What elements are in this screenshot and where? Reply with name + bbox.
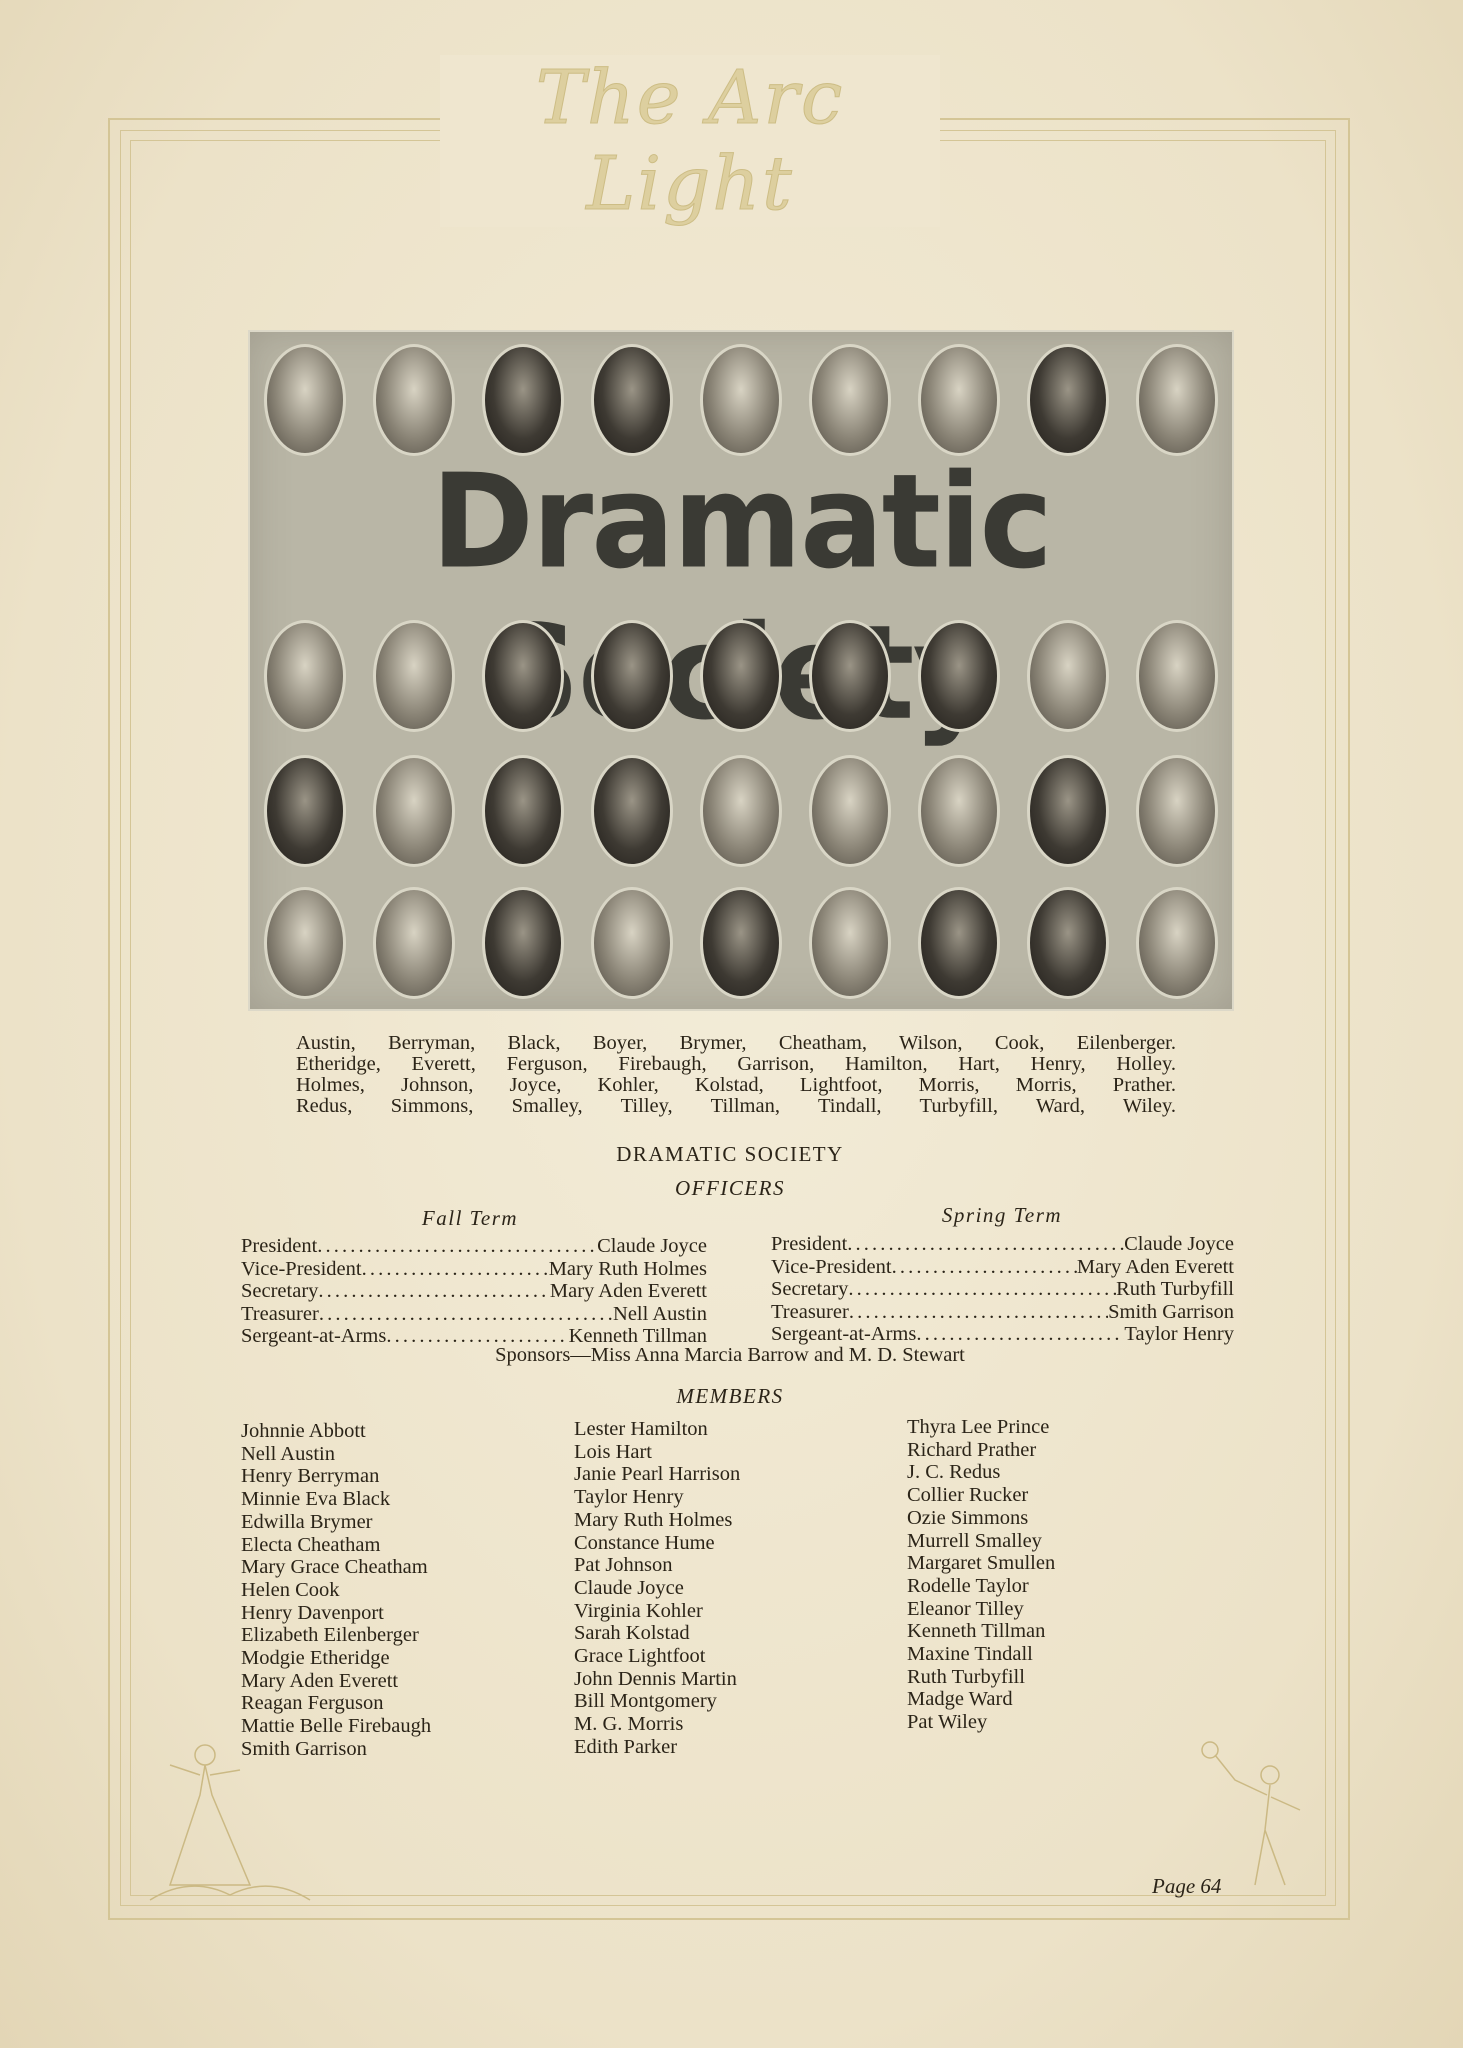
portrait [373, 344, 455, 456]
dancer-illustration-left [130, 1725, 330, 1905]
member-name: Margaret Smullen [907, 1552, 1056, 1575]
portrait [1136, 620, 1218, 732]
spring-officers [771, 1233, 1234, 1346]
member-name: Constance Hume [574, 1531, 715, 1554]
member-name: Electa Cheatham [241, 1533, 381, 1556]
portrait [373, 887, 455, 999]
portrait [1027, 620, 1109, 732]
member-name: Reagan Ferguson [241, 1692, 384, 1715]
member-name: Richard Prather [907, 1438, 1037, 1461]
officer-row: President . . . Claude Joyce [241, 1235, 707, 1258]
member-name: Mary Ruth Holmes [574, 1508, 733, 1531]
portrait [700, 620, 782, 732]
portrait [918, 620, 1000, 732]
portrait [591, 887, 673, 999]
portrait [264, 344, 346, 456]
officer-row: Sergeant-at-Arms . . . Taylor Henry [771, 1323, 1234, 1346]
officer-row: Vice-President . . . Mary Aden Everett [771, 1256, 1234, 1279]
portrait [809, 344, 891, 456]
member-name: Elizabeth Eilenberger [241, 1624, 419, 1647]
member-name: Smith Garrison [241, 1737, 367, 1760]
member-name: Virginia Kohler [574, 1599, 703, 1622]
members-column-3 [907, 1416, 1055, 1734]
portrait [264, 620, 346, 732]
portrait [264, 887, 346, 999]
members-column-2 [574, 1418, 740, 1759]
photo-row-3 [250, 755, 1232, 867]
caption-line: Redus, Simmons, Smalley, Tilley, Tillman, Tindall, Turbyfill, Ward, Wiley. [296, 1095, 1176, 1117]
member-name: Johnnie Abbott [241, 1420, 366, 1442]
member-name: Janie Pearl Harrison [574, 1463, 741, 1486]
member-name: Taylor Henry [574, 1486, 684, 1509]
member-name: Kenneth Tillman [907, 1620, 1046, 1643]
member-name: Rodelle Taylor [907, 1574, 1029, 1597]
member-name: Minnie Eva Black [241, 1488, 391, 1511]
member-name: Henry Berryman [241, 1465, 380, 1488]
member-name: Sarah Kolstad [574, 1622, 690, 1645]
spring-term-heading: Spring Term [941, 1203, 1063, 1227]
members-title: MEMBERS [676, 1384, 784, 1408]
portrait [809, 887, 891, 999]
member-name: Nell Austin [241, 1442, 335, 1465]
portrait [482, 755, 564, 867]
member-name: John Dennis Martin [574, 1667, 737, 1690]
portrait [591, 344, 673, 456]
members-column-1 [241, 1420, 431, 1761]
portrait [591, 755, 673, 867]
portrait [918, 755, 1000, 867]
portrait [700, 344, 782, 456]
member-name: Pat Johnson [574, 1554, 673, 1577]
member-name: Bill Montgomery [574, 1690, 717, 1713]
member-name: Mary Grace Cheatham [241, 1556, 428, 1579]
officer-row: President . . . Claude Joyce [771, 1233, 1234, 1256]
officer-row: Sergeant-at-Arms . . . Kenneth Tillman [241, 1325, 707, 1348]
officer-row: Secretary . . . Ruth Turbyfill [771, 1278, 1234, 1301]
member-name: Eleanor Tilley [907, 1597, 1024, 1620]
caption-line: Austin, Berryman, Black, Boyer, Brymer, Cheatham, Wilson, Cook, Eilenberger. [296, 1032, 1176, 1054]
portrait [700, 755, 782, 867]
member-name: Lois Hart [574, 1440, 652, 1463]
officers-title: OFFICERS [675, 1176, 785, 1200]
portrait [373, 755, 455, 867]
dancer-illustration-right [1185, 1735, 1335, 1900]
member-name: Ruth Turbyfill [907, 1665, 1025, 1688]
group-photo-panel [248, 330, 1234, 1011]
member-name: Murrell Smalley [907, 1529, 1042, 1552]
caption-line: Etheridge, Everett, Ferguson, Firebaugh, Garrison, Hamilton, Hart, Henry, Holley. [296, 1053, 1176, 1075]
member-name: Pat Wiley [907, 1711, 988, 1734]
member-name: Grace Lightfoot [574, 1645, 706, 1668]
member-name: Thyra Lee Prince [907, 1416, 1050, 1438]
officer-row: Secretary . . . Mary Aden Everett [241, 1280, 707, 1303]
portrait [809, 755, 891, 867]
photo-row-4 [250, 887, 1232, 999]
masthead-logo: The Arc Light [440, 55, 940, 227]
member-name: Modgie Etheridge [241, 1647, 390, 1670]
fall-term-heading: Fall Term [421, 1206, 519, 1230]
portrait [373, 620, 455, 732]
member-name: Ozie Simmons [907, 1506, 1029, 1529]
portrait [700, 887, 782, 999]
officer-row: Vice-President . . . Mary Ruth Holmes [241, 1258, 707, 1281]
portrait [482, 620, 564, 732]
portrait [1027, 344, 1109, 456]
portrait [1136, 755, 1218, 867]
page-number: Page 64 [1152, 1874, 1222, 1898]
member-name: Helen Cook [241, 1578, 340, 1601]
member-name: Mary Aden Everett [241, 1669, 399, 1692]
member-name: Madge Ward [907, 1688, 1013, 1711]
photo-caption [296, 1033, 1176, 1117]
photo-row-1 [250, 344, 1232, 456]
portrait [918, 344, 1000, 456]
officer-row: Treasurer . . . Smith Garrison [771, 1301, 1234, 1324]
portrait [1136, 887, 1218, 999]
member-name: J. C. Redus [907, 1461, 1001, 1484]
member-name: Edith Parker [574, 1735, 678, 1758]
member-name: Lester Hamilton [574, 1418, 708, 1440]
portrait [591, 620, 673, 732]
panel-title: Dramatic [431, 446, 1051, 598]
portrait [482, 344, 564, 456]
member-name: M. G. Morris [574, 1713, 684, 1736]
photo-row-2 [250, 620, 1232, 732]
portrait [1136, 344, 1218, 456]
portrait [1027, 755, 1109, 867]
portrait [482, 887, 564, 999]
member-name: Collier Rucker [907, 1484, 1029, 1507]
fall-officers [241, 1235, 707, 1348]
member-name: Henry Davenport [241, 1601, 384, 1624]
sponsors-line: Sponsors—Miss Anna Marcia Barrow and M. D. Stewart [495, 1344, 965, 1366]
member-name: Maxine Tindall [907, 1643, 1033, 1666]
member-name: Mattie Belle Firebaugh [241, 1715, 432, 1738]
officer-row: Treasurer . . . Nell Austin [241, 1303, 707, 1326]
portrait [264, 755, 346, 867]
portrait [1027, 887, 1109, 999]
member-name: Edwilla Brymer [241, 1510, 373, 1533]
member-name: Claude Joyce [574, 1576, 684, 1599]
portrait [809, 620, 891, 732]
portrait [918, 887, 1000, 999]
caption-line: Holmes, Johnson, Joyce, Kohler, Kolstad, Lightfoot, Morris, Morris, Prather. [296, 1074, 1176, 1096]
section-title: DRAMATIC SOCIETY [616, 1142, 844, 1166]
